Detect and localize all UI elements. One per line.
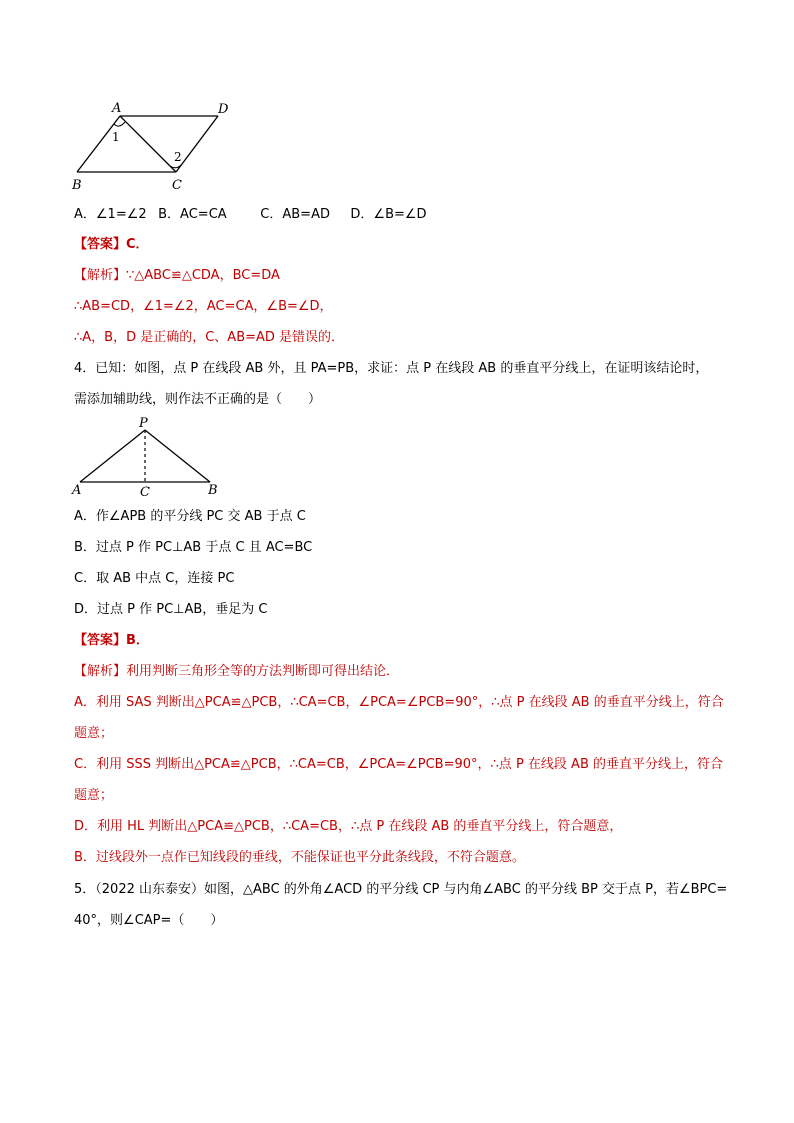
q3-options [74, 207, 734, 223]
q4-analysis-c-line-1: C．利用 SSS 判断出△PCA≌△PCB，∴CA=CB，∠PCA=∠PCB=90°，∴点 P 在线段 AB 的垂直平分线上，符合 [74, 757, 723, 772]
q3-option-c: C．AB=AD [260, 207, 330, 222]
q4-option-d: D．过点 P 作 PC⊥AB，垂足为 C [74, 602, 268, 617]
label-c: C [140, 485, 150, 498]
label-b: B [72, 178, 82, 193]
label-2: 2 [174, 150, 182, 164]
q3-option-a: A．∠1=∠2 [74, 207, 147, 222]
q3-analysis-line-2: ∴AB=CD，∠1=∠2，AC=CA，∠B=∠D， [74, 299, 333, 314]
segment-ab [77, 116, 120, 172]
q4-analysis-c-line-2: 题意； [74, 788, 114, 803]
q3-analysis-line-3: ∴A，B，D 是正确的，C、AB=AD 是错误的． [74, 330, 345, 345]
segment-dc [176, 116, 218, 172]
q4-stem-line-2: 需添加辅助线，则作法不正确的是（ ） [74, 392, 322, 407]
q4-analysis-a-line-2: 题意； [74, 726, 114, 741]
q5-stem-line-1: 5．（2022 山东泰安）如图，△ABC 的外角∠ACD 的平分线 CP 与内角∠ABC 的平分线 BP 交于点 P，若∠BPC= [74, 882, 728, 897]
q4-option-b: B．过点 P 作 PC⊥AB 于点 C 且 AC=BC [74, 540, 313, 555]
label-b: B [208, 483, 218, 498]
label-a: A [72, 483, 82, 498]
label-d: D [218, 102, 229, 117]
triangle-figure [68, 414, 224, 498]
label-1: 1 [112, 130, 120, 144]
q4-analysis-d: D．利用 HL 判断出△PCA≌△PCB，∴CA=CB，∴点 P 在线段 AB 的垂直平分线上，符合题意， [74, 819, 623, 834]
q4-analysis-a-line-1: A．利用 SAS 判断出△PCA≌△PCB，∴CA=CB，∠PCA=∠PCB=90°，∴点 P 在线段 AB 的垂直平分线上，符合 [74, 695, 724, 710]
segment-pa [80, 430, 145, 482]
q4-answer: 【答案】B． [74, 633, 149, 648]
q5-stem-line-2: 40°，则∠CAP=（ ） [74, 913, 224, 928]
parallelogram-figure [70, 98, 250, 196]
q3-option-d: D．∠B=∠D [350, 207, 427, 222]
segment-pb [145, 430, 210, 482]
q4-option-c: C．取 AB 中点 C，连接 PC [74, 571, 235, 586]
q4-analysis-b: B．过线段外一点作已知线段的垂线，不能保证也平分此条线段，不符合题意。 [74, 850, 525, 865]
q3-analysis-line-1: 【解析】∵△ABC≌△CDA，BC=DA [74, 268, 280, 283]
label-a: A [112, 101, 122, 116]
q4-stem-line-1: 4．已知：如图，点 P 在线段 AB 外，且 PA=PB，求证：点 P 在线段 AB 的垂直平分线上，在证明该结论时， [74, 361, 709, 376]
q3-option-b: B．AC=CA [158, 207, 227, 222]
segment-ac [120, 116, 176, 172]
q3-answer: 【答案】C． [74, 237, 149, 252]
label-c: C [172, 178, 182, 193]
q4-option-a: A．作∠APB 的平分线 PC 交 AB 于点 C [74, 509, 306, 524]
label-p: P [139, 416, 148, 431]
q4-analysis-head: 【解析】利用判断三角形全等的方法判断即可得出结论． [74, 664, 400, 679]
